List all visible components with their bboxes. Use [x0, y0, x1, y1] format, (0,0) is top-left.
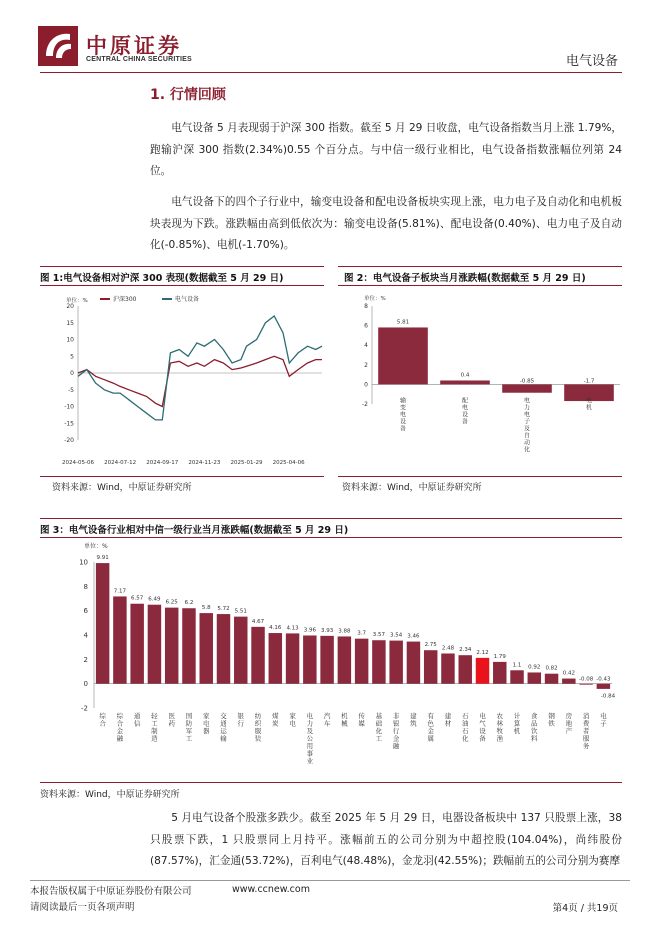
chart3-bar: [286, 633, 299, 683]
chart2-category-label: 电机: [585, 397, 593, 412]
chart3-y-tick-label: 6: [83, 607, 88, 616]
fig2-source: 资料来源：Wind，中原证券研究所: [342, 483, 482, 493]
chart3-bar: [130, 604, 143, 684]
fig1-source-rule: [40, 476, 324, 477]
chart3-category-label: 轻工制造: [151, 712, 158, 743]
chart3-category-label: 食品饮料: [531, 712, 538, 743]
chart3-category-label: 传媒: [358, 712, 365, 728]
chart2-bar: [440, 380, 490, 384]
chart2-data-label: 0.4: [460, 372, 470, 379]
chart2-category-label: 电力电子及自动化: [523, 397, 531, 454]
chart2-y-tick-label: -2: [362, 401, 368, 408]
chart3-y-tick-label: 0: [83, 680, 88, 689]
paragraph-2-text: 电气设备下的四个子行业中，输变电设备和配电设备板块实现上涨，电力电子及自动化和电机板块表现为下跌。涨跌幅由高到低依次为：输变电设备(5.81%)、配电设备(0.40%)、电力电子及自动化(-0.85%)、电机(-1.70%)。: [150, 196, 622, 251]
chart3-data-label: 4.16: [269, 625, 282, 632]
chart2-data-label: -0.85: [519, 378, 535, 385]
sub-sector-bar-chart: [338, 288, 628, 474]
chart3-bar: [528, 672, 541, 683]
chart1-series-line-2: [78, 316, 322, 420]
chart3-category-label: 煤炭: [272, 712, 279, 728]
chart3-bar: [303, 635, 316, 683]
chart1-series-line-1: [78, 356, 322, 406]
chart3-bar: [251, 627, 264, 684]
chart1-y-tick-label: -15: [64, 420, 74, 428]
chart3-bar: [372, 640, 385, 683]
chart1-y-tick-label: -10: [64, 403, 74, 411]
chart1-x-tick-label: 2024-09-17: [146, 460, 179, 466]
chart3-bar: [458, 655, 471, 683]
chart3-category-label: 电力及公用事业: [306, 712, 314, 765]
chart2-category-label: 配电设备: [461, 397, 469, 426]
chart1-y-tick-label: 0: [70, 370, 74, 377]
chart2-y-tick-label: 4: [364, 342, 368, 350]
chart2-y-tick-label: 2: [364, 361, 368, 369]
paragraph-1-text: 电气设备 5 月表现弱于沪深 300 指数。截至 5 月 29 日收盘，电气设备指数当月上涨 1.79%，跑输沪深 300 指数(2.34%)0.55 个百分点。与中信一级行业相比，电气设备指数涨幅位列第 24 位。: [150, 122, 622, 177]
chart3-bar: [217, 614, 230, 684]
chart1-x-tick-label: 2025-04-06: [272, 460, 305, 466]
chart3-y-tick-label: 8: [83, 582, 88, 591]
chart3-data-label: 5.72: [217, 606, 230, 613]
chart3-category-label: 建筑: [410, 712, 417, 728]
chart3-data-label: 3.57: [372, 632, 386, 639]
chart3-data-label: 6.49: [148, 596, 161, 603]
chart2-y-tick-label: 8: [364, 303, 368, 310]
chart1-legend-label: 沪深300: [113, 296, 137, 303]
chart2-data-label: 5.81: [396, 319, 410, 326]
chart3-data-label: -0.08: [578, 676, 594, 683]
chart3-category-label: 综合: [99, 712, 106, 728]
chart3-bar: [182, 608, 195, 683]
chart3-category-label: 基础化工: [375, 712, 383, 743]
chart3-category-label: 农林牧渔: [496, 712, 504, 743]
chart2-unit-label: 单位：%: [364, 296, 386, 302]
chart3-category-label: 机械: [341, 712, 348, 728]
chart1-unit-label: 单位：%: [66, 298, 88, 304]
chart3-category-label: 家电: [289, 712, 296, 728]
paragraph-3: [150, 808, 622, 873]
chart2-y-tick-label: 6: [364, 322, 368, 330]
paragraph-2: [150, 192, 622, 257]
chart3-bar: [199, 613, 212, 684]
chart3-bar: [476, 658, 489, 684]
chart3-data-label: 6.2: [184, 600, 194, 607]
chart3-category-label: 交通运输: [220, 712, 227, 743]
chart3-data-label: 0.42: [562, 670, 575, 677]
chart2-category-label: 输变电设备: [399, 397, 407, 433]
chart2-data-label: -1.7: [583, 378, 595, 385]
chart3-data-label: 4.13: [286, 625, 299, 632]
chart3-unit-label: 单位：%: [84, 543, 108, 550]
fig1-bottom-rule: [40, 285, 324, 286]
chart3-category-label: 医药: [168, 712, 175, 728]
fig2-source-rule: [338, 476, 622, 477]
chart3-data-label: 5.51: [234, 608, 247, 615]
chart3-category-label: 家电器: [202, 712, 210, 735]
footer-page-number: 第4页 / 共19页: [552, 903, 618, 914]
fig3-top-rule: [40, 518, 622, 519]
chart3-category-label: 电子: [600, 712, 607, 728]
fig2-title: 图 2：电气设备子板块当月涨跌幅(数据截至 5 月 29 日): [344, 273, 586, 284]
chart3-category-label: 电气设备: [479, 712, 486, 743]
chart3-data-label: 4.67: [251, 618, 265, 625]
chart3-data-label: 7.17: [113, 588, 127, 595]
relative-performance-line-chart: [40, 288, 330, 474]
chart1-x-tick-label: 2024-05-06: [62, 460, 94, 466]
chart1-x-tick-label: 2024-07-12: [104, 460, 137, 466]
chart3-bar: [355, 639, 368, 684]
chart3-data-label: 2.75: [424, 642, 437, 649]
chart1-y-tick-label: -20: [64, 437, 74, 444]
fig3-bottom-rule: [40, 537, 622, 538]
header-divider: [40, 72, 622, 73]
chart3-category-label: 有色金属: [427, 712, 434, 743]
chart3-data-label: 3.54: [390, 632, 403, 639]
section-title: 1. 行情回顾: [150, 87, 226, 103]
chart3-bar: [441, 653, 454, 683]
chart2-bar: [502, 384, 552, 392]
chart3-y-tick-label: -2: [81, 704, 88, 713]
footer-url[interactable]: www.ccnew.com: [232, 884, 310, 895]
chart3-data-label: 2.12: [476, 649, 489, 656]
chart1-y-tick-label: 15: [66, 319, 74, 327]
chart3-data-label: 3.93: [320, 627, 334, 634]
industry-comparison-bar-chart: [40, 540, 622, 780]
chart1-y-tick-label: -5: [68, 386, 74, 394]
chart3-category-label: 综合金融: [116, 712, 124, 743]
chart3-bar: [234, 617, 247, 684]
chart3-bar: [510, 670, 523, 683]
chart3-data-label: 0.82: [545, 665, 558, 672]
chart3-data-label: -0.84: [600, 693, 616, 700]
fig2-bottom-rule: [338, 285, 622, 286]
chart3-bar: [597, 684, 610, 689]
chart3-bar: [579, 684, 592, 685]
chart3-category-label: 银行: [237, 712, 245, 728]
chart3-data-label: 2.34: [459, 647, 472, 654]
fig1-source: 资料来源：Wind，中原证券研究所: [52, 483, 192, 493]
chart3-y-tick-label: 10: [79, 558, 88, 567]
brand-name-en: CENTRAL CHINA SECURITIES: [86, 56, 192, 63]
chart3-bar: [338, 636, 351, 683]
chart3-bar: [269, 633, 282, 684]
fig2-top-rule: [338, 266, 622, 267]
fig3-source: 资料来源：Wind，中原证券研究所: [40, 790, 180, 800]
chart3-category-label: 汽车: [323, 712, 331, 728]
chart3-category-label: 计算机: [513, 712, 521, 735]
chart1-y-tick-label: 10: [66, 336, 74, 344]
chart3-bar: [562, 679, 575, 684]
chart1-x-tick-label: 2025-01-29: [230, 460, 263, 466]
chart1-legend-label: 电气设备: [175, 296, 200, 303]
chart3-y-tick-label: 4: [83, 631, 88, 640]
chart3-category-label: 钢铁: [548, 712, 555, 728]
chart3-category-label: 纺织服装: [254, 712, 262, 743]
chart3-data-label: 3.96: [303, 627, 316, 634]
chart3-bar: [113, 596, 126, 683]
chart1-x-tick-label: 2024-11-23: [188, 460, 221, 466]
chart3-bar: [424, 650, 437, 683]
chart3-data-label: 9.91: [96, 555, 109, 562]
chart3-data-label: 5.8: [201, 605, 211, 612]
chart3-data-label: -0.43: [596, 676, 611, 683]
chart3-category-label: 消费者服务: [582, 712, 590, 750]
chart3-data-label: 3.46: [407, 633, 420, 640]
fig3-title: 图 3：电气设备行业相对中信一级行业当月涨跌幅(数据截至 5 月 29 日): [40, 525, 349, 536]
footer-copyright: 本报告版权属于中原证券股份有限公司: [30, 886, 192, 897]
chart3-data-label: 6.25: [165, 599, 178, 606]
sector-label: 电气设备: [565, 54, 618, 69]
chart3-bar: [148, 605, 161, 684]
chart3-data-label: 3.88: [338, 628, 351, 635]
fig1-top-rule: [40, 266, 324, 267]
chart3-bar: [493, 662, 506, 684]
chart3-data-label: 0.92: [528, 664, 541, 671]
chart3-bar: [165, 608, 178, 684]
chart3-data-label: 3.7: [357, 630, 367, 637]
chart3-category-label: 建材: [444, 712, 452, 728]
chart3-category-label: 非银行金融: [392, 712, 400, 750]
chart3-data-label: 1.1: [512, 662, 522, 669]
chart3-category-label: 石油石化: [461, 712, 469, 743]
chart3-category-label: 通信: [133, 712, 141, 728]
brand-name-cn: 中原证券: [86, 33, 182, 58]
chart3-data-label: 1.79: [493, 653, 506, 660]
footer-rule: [30, 880, 630, 881]
chart3-bar: [320, 636, 333, 684]
chart3-data-label: 6.57: [131, 595, 144, 602]
chart3-bar: [389, 641, 402, 684]
chart3-bar: [96, 563, 109, 684]
chart1-y-tick-label: 20: [66, 303, 74, 310]
chart3-y-tick-label: 2: [83, 655, 88, 664]
footer-notes: [30, 884, 192, 916]
company-logo: [38, 26, 78, 66]
chart3-bar: [407, 642, 420, 684]
chart3-category-label: 国防军工: [185, 712, 193, 743]
paragraph-1: [150, 118, 622, 183]
fig1-title: 图 1:电气设备相对沪深 300 表现(数据截至 5 月 29 日): [40, 273, 284, 284]
chart2-y-tick-label: 0: [364, 381, 368, 389]
chart3-bar: [545, 674, 558, 684]
fig3-source-rule: [40, 782, 622, 783]
chart1-y-tick-label: 5: [70, 353, 74, 361]
chart3-category-label: 房地产: [565, 712, 573, 735]
footer-disclaimer: 请阅读最后一页各项声明: [30, 902, 135, 913]
chart2-bar: [378, 327, 428, 384]
paragraph-3-text: 5 月电气设备个股涨多跌少。截至 2025 年 5 月 29 日，电器设备板块中 137 只股票上涨，38 只股票下跌，1 只股票同上月持平。涨幅前五的公司分别为中超控股(104.04%)，尚纬股份(87.57%)，汇金通(53.72%)，百利电气(48.48%)，金龙羽(42.55%)；跌幅前五的公司分别为赛摩: [150, 812, 622, 867]
chart3-data-label: 2.48: [441, 645, 455, 652]
